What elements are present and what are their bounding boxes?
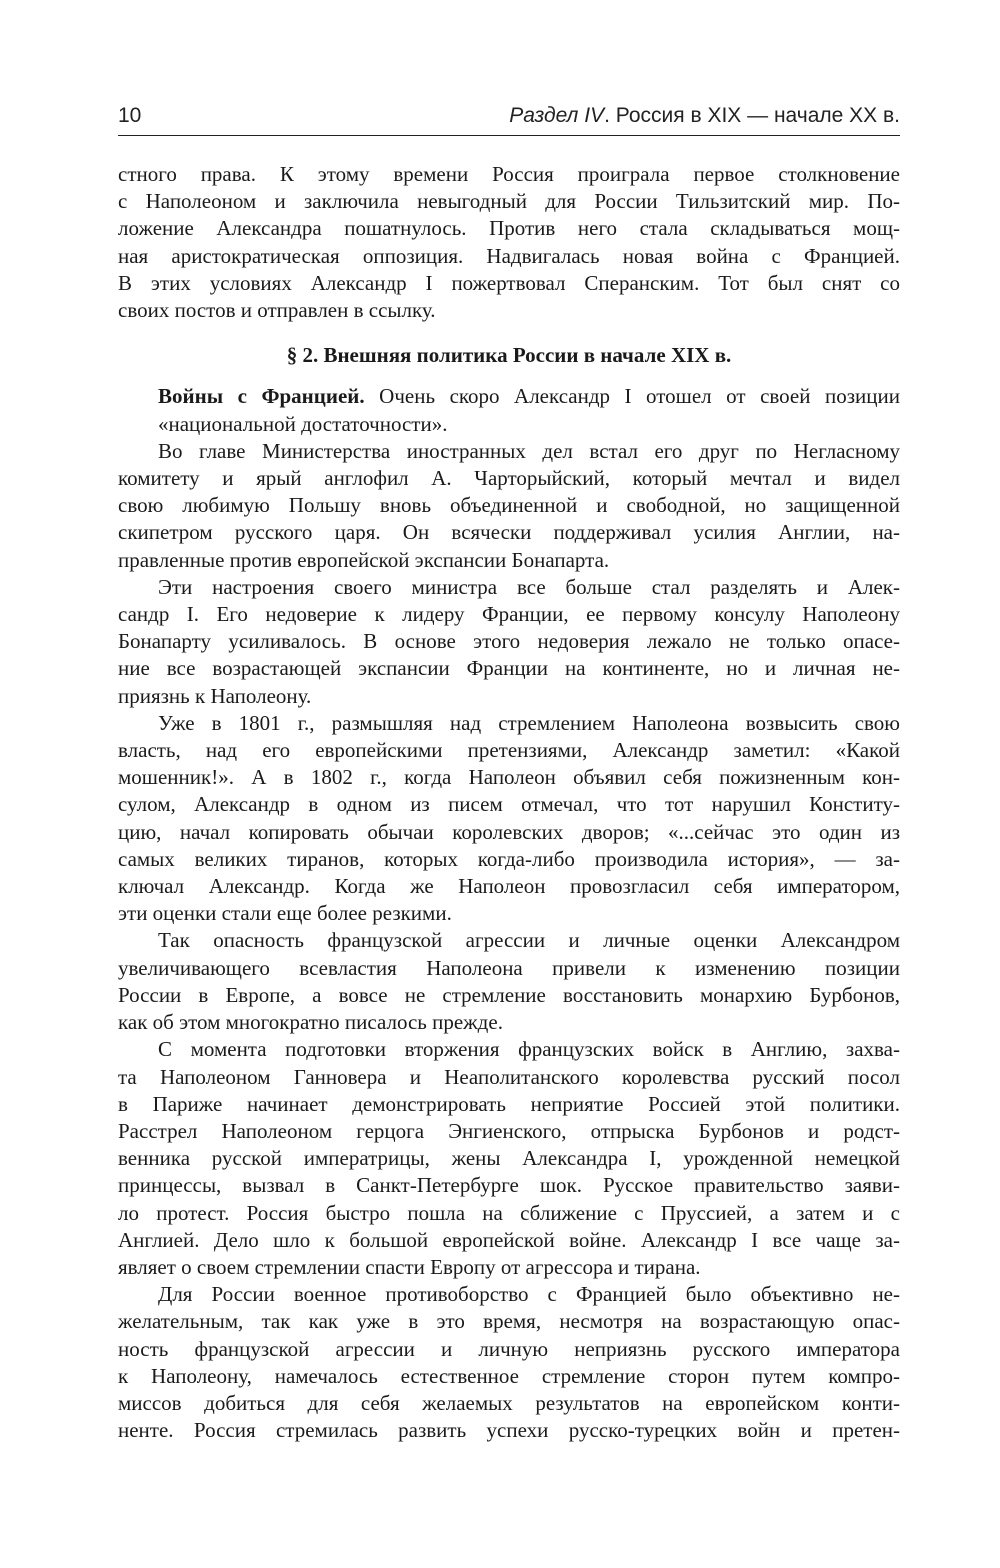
text-line: Во главе Министерства иностранных дел встал его друг по Негласному (158, 438, 900, 463)
text-line: Эти настроения своего министра все больше стал разделять и Алек- (158, 574, 900, 599)
subsection-paragraph (118, 383, 900, 437)
section-title: . Россия в XIX — начале XX в. (604, 104, 900, 127)
text-line: цию, начал копировать обычаи королевских дворов; «...сейчас это один из (118, 819, 900, 844)
intro-paragraph (118, 161, 900, 324)
subsection-title: Войны с Францией. (158, 384, 365, 409)
paragraph (118, 574, 900, 710)
text-line: как об этом многократно писалось прежде. (118, 1010, 503, 1035)
text-line: та Наполеоном Ганновера и Неаполитанского королевства русский посол (118, 1064, 900, 1089)
text-line: сандр I. Его недоверие к лидеру Франции, ее первому консулу Наполеону (118, 602, 900, 627)
text-line: ненте. Россия стремилась развить успехи русско-турецких войн и претен- (118, 1418, 900, 1443)
text-line: ние все возрастающей экспансии Франции на континенте, но и личная не- (118, 656, 900, 681)
subsection-first-line: Очень скоро Александр I отошел от своей позиции (364, 384, 900, 409)
text-line: Для России военное противоборство с Францией было объективно не- (158, 1282, 900, 1307)
text-line: Так опасность французской агрессии и личные оценки Александром (158, 928, 900, 953)
text-line: эти оценки стали еще более резкими. (118, 901, 452, 926)
text-line: России в Европе, а вовсе не стремление восстановить монархию Бурбонов, (118, 982, 900, 1007)
text-line: стного права. К этому времени Россия проиграла первое столкновение (118, 162, 900, 186)
text-line: желательным, так как уже в это время, несмотря на возрастающую опас- (118, 1309, 900, 1334)
text-line: сулом, Александр в одном из писем отмечал, что тот нарушил Конститу- (118, 792, 900, 817)
paragraph (118, 438, 900, 574)
text-line: Уже в 1801 г., размышляя над стремлением Наполеона возвысить свою (158, 710, 900, 735)
header-rule (118, 135, 900, 136)
text-line: в Париже начинает демонстрировать неприятие Россией этой политики. (118, 1091, 900, 1116)
text-line: правленные против европейской экспансии Бонапарта. (118, 547, 610, 572)
text-line: ло протест. Россия быстро пошла на сближение с Пруссией, а затем и с (118, 1200, 900, 1225)
text-line: Англией. Дело шло к большой европейской войне. Александр I все чаще за- (118, 1227, 900, 1252)
paragraph-list (118, 438, 900, 1445)
text-line: являет о своем стремлении спасти Европу от агрессора и тирана. (118, 1254, 701, 1279)
text-line: приязнь к Наполеону. (118, 683, 312, 708)
running-head (118, 100, 900, 134)
text-line: власть, над его европейскими претензиями, Александр заметил: «Какой (118, 738, 900, 763)
text-line (118, 383, 900, 410)
text-line: своих постов и отправлен в ссылку. (118, 298, 436, 323)
text-line: с Наполеоном и заключила невыгодный для России Тильзитский мир. По- (118, 189, 900, 214)
text-line: самых великих тиранов, которых когда-либо производила история», — за- (118, 846, 900, 871)
text-line: миссов добиться для себя желаемых результатов на европейском конти- (118, 1390, 900, 1415)
section-label: Раздел IV (509, 104, 605, 127)
text-line: В этих условиях Александр I пожертвовал Сперанским. Тот был снят со (118, 270, 900, 295)
text-line: скипетром русского царя. Он всячески поддерживал усилия Англии, на- (118, 520, 900, 545)
text-line: увеличивающего всевластия Наполеона привели к изменению позиции (118, 955, 900, 980)
text-line: Бонапарту усиливалось. В основе этого недоверия лежало не только опасе- (118, 629, 900, 654)
text-line: ность французской агрессии и личную неприязнь русского императора (118, 1336, 900, 1361)
running-title (509, 104, 900, 128)
paragraph (118, 1036, 900, 1281)
text-line: венника русской императрицы, жены Александра I, урожденной немецкой (118, 1146, 900, 1171)
text-line: С момента подготовки вторжения французских войск в Англию, захва- (158, 1037, 900, 1062)
text-line: комитету и ярый англофил А. Чарторыйский, который мечтал и видел (118, 466, 900, 491)
body-text (118, 161, 900, 1444)
text-line: мошенник!». А в 1802 г., когда Наполеон объявил себя пожизненным кон- (118, 765, 900, 790)
text-line: к Наполеону, намечалось естественное стремление сторон путем компро- (118, 1363, 900, 1388)
text-line: Расстрел Наполеоном герцога Энгиенского, отпрыска Бурбонов и родст- (118, 1118, 900, 1143)
text-line: принцессы, вызвал в Санкт-Петербурге шок. Русское правительство заяви- (118, 1173, 900, 1198)
text-line: ключал Александр. Когда же Наполеон провозгласил себя императором, (118, 874, 900, 899)
section-heading: § 2. Внешняя политика России в начале XIX в. (286, 343, 732, 368)
text-line: свою любимую Польшу вновь объединенной и свободной, но защищенной (118, 493, 900, 518)
text-line: «национальной достаточности». (158, 411, 448, 436)
paragraph (118, 927, 900, 1036)
paragraph (118, 710, 900, 928)
text-line: ная аристократическая оппозиция. Надвигалась новая война с Францией. (118, 243, 900, 268)
text-line: ложение Александра пошатнулось. Против него стала складываться мощ- (118, 216, 900, 241)
paragraph (118, 1281, 900, 1444)
page-number: 10 (118, 104, 142, 127)
